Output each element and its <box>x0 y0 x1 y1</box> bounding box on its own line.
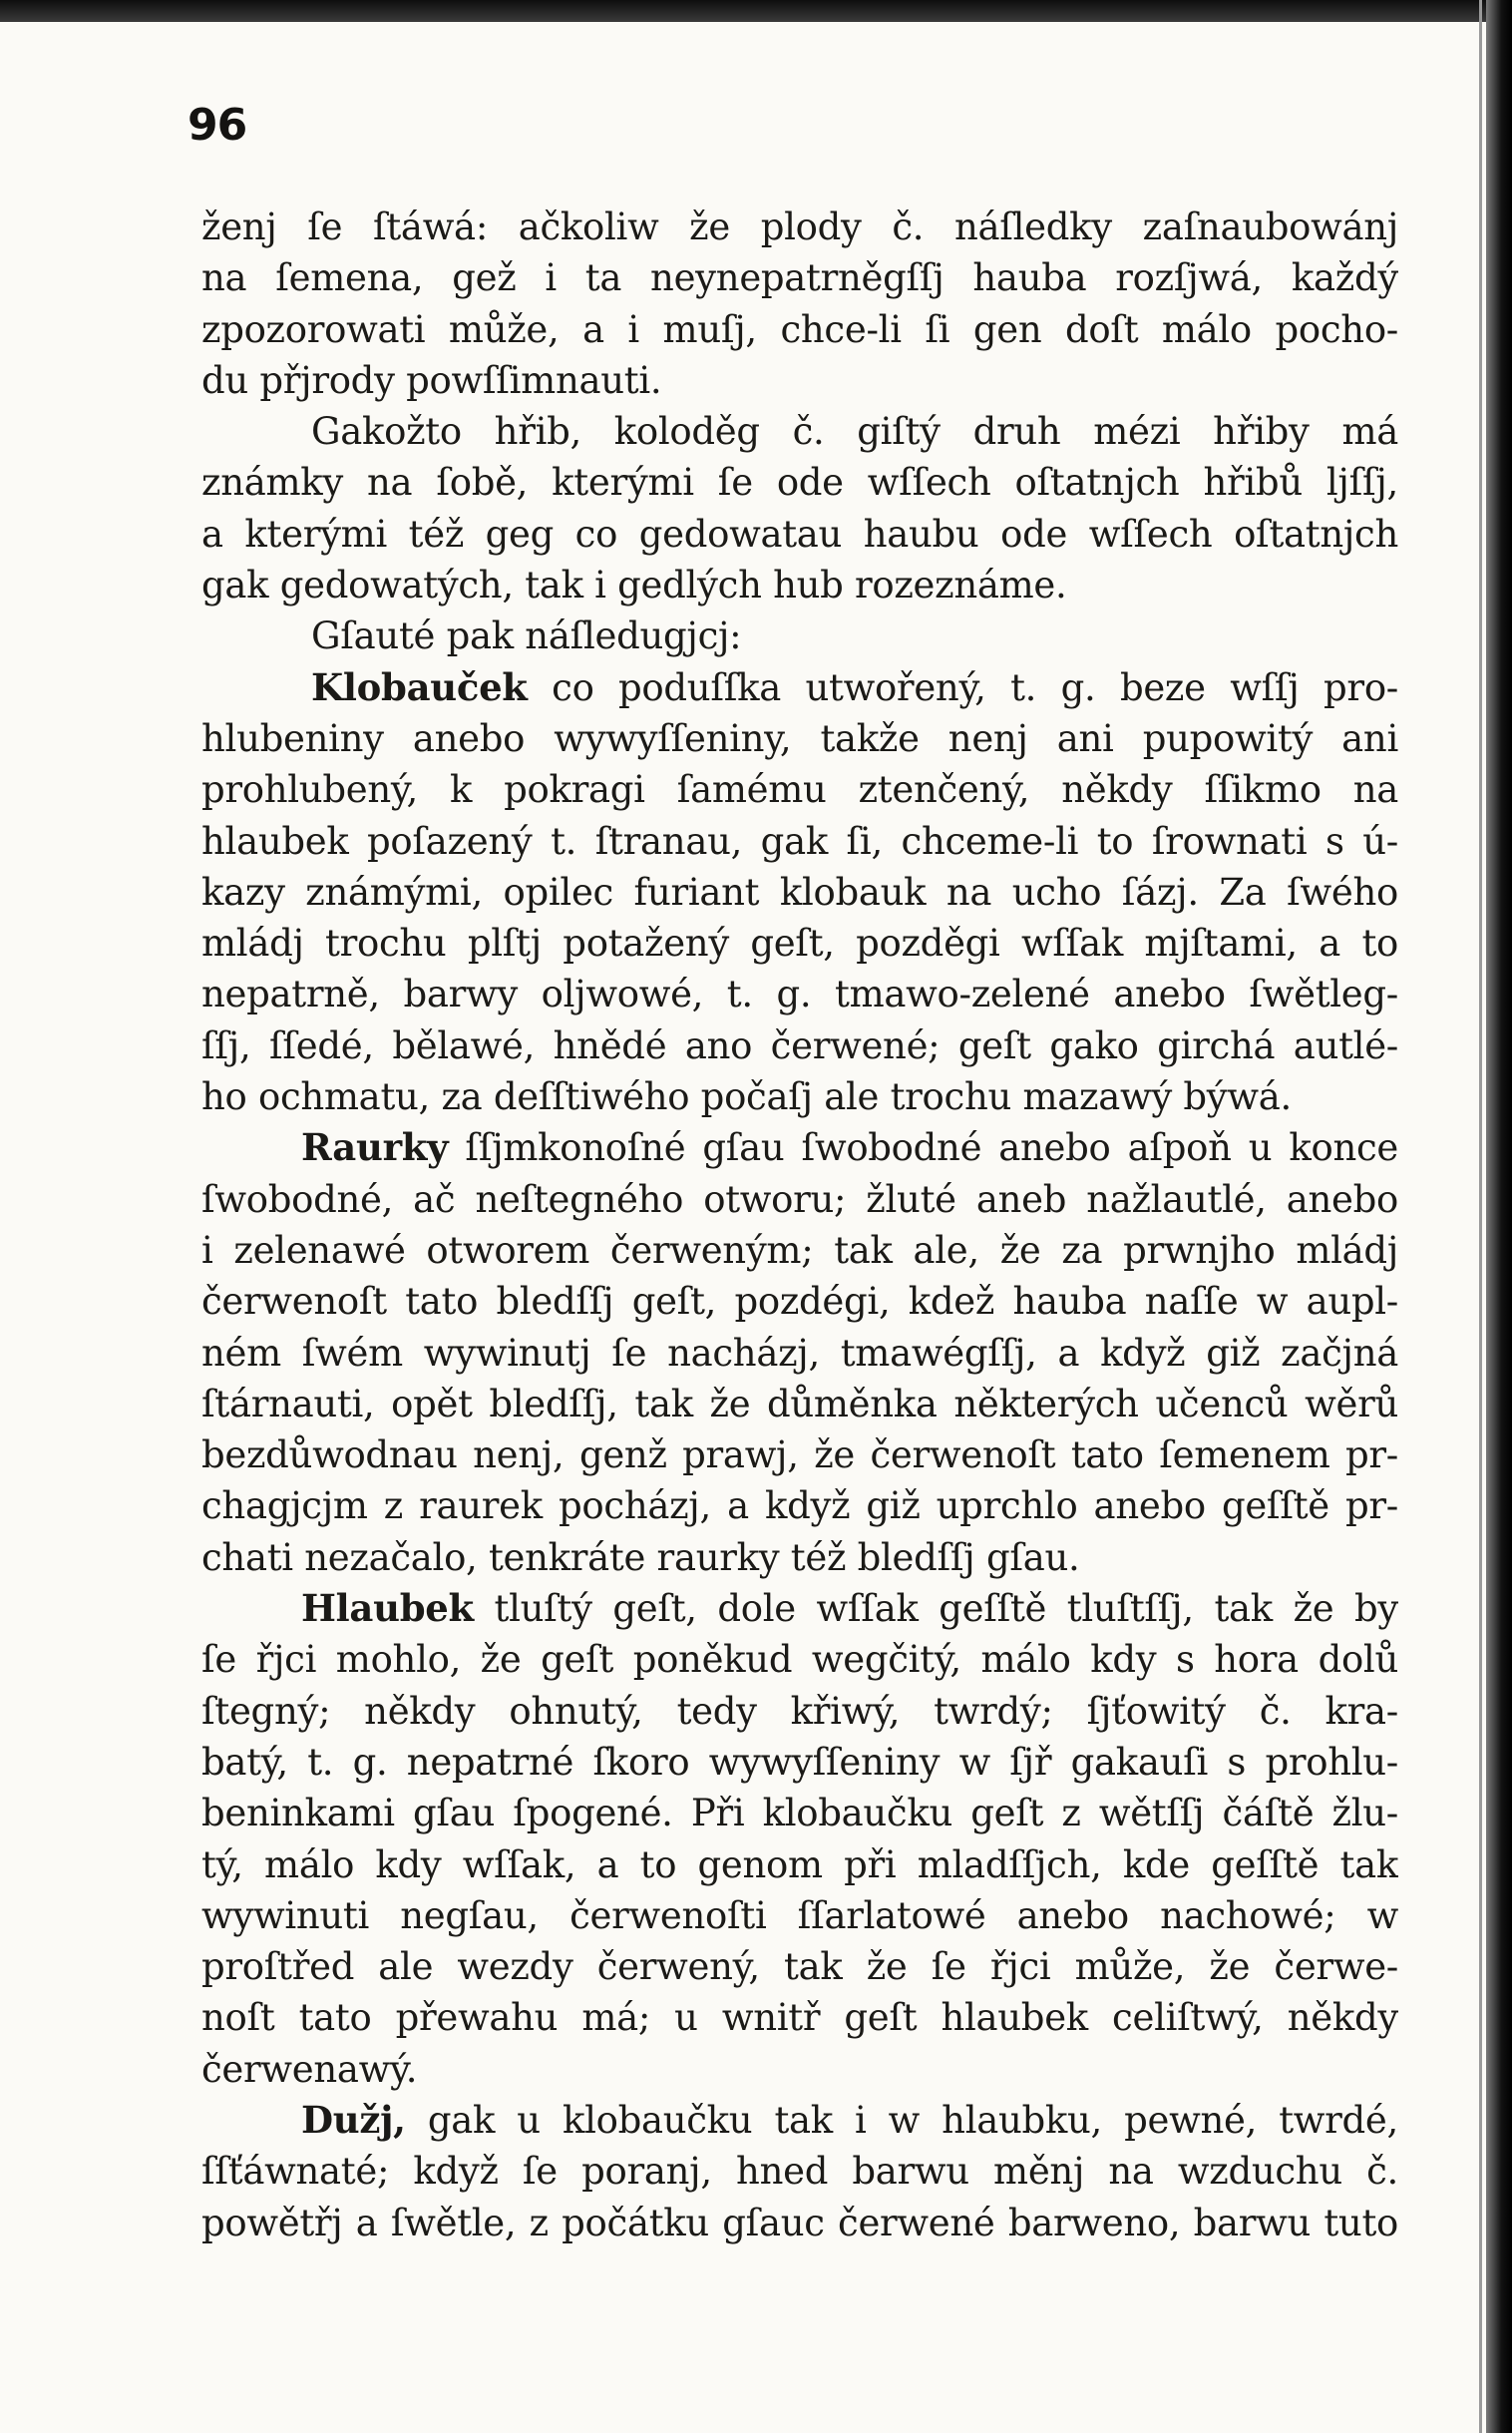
text-line <box>201 816 1398 867</box>
text-line <box>201 457 1398 508</box>
text-line <box>201 1839 1398 1890</box>
text-line <box>201 1174 1398 1225</box>
text-line <box>201 1532 1398 1583</box>
line-text: ſtegný; někdy ohnutý, tedy křiwý, twrdý; ſjťowitý č. kra- <box>201 1689 1398 1733</box>
line-text: hlubeniny anebo wywyſſeniny, takže nenj ani pupowitý ani <box>201 716 1398 760</box>
line-text: Gſauté pak náſledugjcj: <box>311 614 742 658</box>
scan-border-top <box>0 0 1512 22</box>
text-line <box>201 304 1398 355</box>
text-line <box>201 1890 1398 1941</box>
line-text: ſſj, ſſedé, bělawé, hnědé ano čerwené; geſt gako girchá autlé- <box>201 1023 1398 1067</box>
text-line <box>201 867 1398 918</box>
text-line <box>201 1122 1398 1173</box>
text-line <box>201 1328 1398 1379</box>
line-text: du přjrody powſſimnauti. <box>201 358 662 402</box>
text-line <box>201 764 1398 815</box>
line-text: noſt tato přewahu má; u wnitř geſt hlaubek celiſtwý, někdy <box>201 1996 1398 2040</box>
line-text: prohlubený, k pokragi ſamému ztenčený, někdy ſſikmo na <box>201 768 1398 812</box>
text-line <box>201 1737 1398 1788</box>
keyword: Hlaubek <box>301 1586 474 1631</box>
text-line <box>201 1276 1398 1327</box>
line-text: mládj trochu plſtj potažený geſt, pozděgi wſſak mjſtami, a to <box>201 922 1398 966</box>
line-text: ženj ſe ſtáwá: ačkoliw že plody č. náſledky zaſnaubowánj <box>201 205 1398 248</box>
line-text: beninkami gſau ſpogené. Při klobaučku geſt z wětſſj čáſtě žlu- <box>201 1792 1398 1835</box>
text-line <box>201 1429 1398 1480</box>
line-text: tluſtý geſt, dole wſſak geſſtě tluſtſſj, tak že by <box>494 1587 1398 1631</box>
line-text: co poduſſka utwořený, t. g. beze wſſj pro- <box>552 665 1398 709</box>
text-line <box>201 1686 1398 1737</box>
keyword: Raurky <box>301 1125 449 1170</box>
text-line <box>201 1941 1398 1992</box>
line-text: ſtárnauti, opět bledſſj, tak že důměnka některých učenců wěrů <box>201 1382 1398 1425</box>
text-line <box>201 1379 1398 1429</box>
line-text: ſe řjci mohlo, že geſt poněkud wegčitý, málo kdy s hora dolů <box>201 1638 1398 1682</box>
line-text: zpozorowati může, a i muſj, chce-li ſi gen doſt málo pocho- <box>201 307 1398 351</box>
text-line <box>201 969 1398 1019</box>
text-line <box>201 2198 1398 2248</box>
text-line <box>201 560 1398 610</box>
text-line <box>201 406 1398 457</box>
line-text: proſtřed ale wezdy čerwený, tak že ſe řjci může, že čerwe- <box>201 1945 1398 1989</box>
line-text: i zelenawé otworem čerweným; tak ale, že za prwnjho mládj <box>201 1228 1398 1272</box>
line-text: kazy známými, opilec furiant klobauk na ucho ſázj. Za ſwého <box>201 870 1398 914</box>
line-text: nepatrně, barwy oljwowé, t. g. tmawo-zelené anebo ſwětleg- <box>201 973 1398 1016</box>
body-text <box>201 202 1398 2248</box>
text-line <box>201 202 1398 252</box>
text-line <box>201 918 1398 969</box>
text-line <box>201 1020 1398 1071</box>
line-text: ſſťáwnaté; když ſe poranj, hned barwu měnj na wzduchu č. <box>201 2150 1398 2194</box>
line-text: ſwobodné, ač neſtegného otworu; žluté aneb nažlautlé, anebo <box>201 1177 1398 1221</box>
text-line <box>201 2095 1398 2146</box>
line-text: batý, t. g. nepatrné ſkoro wywyſſeniny w ſjř gakauſi s prohlu- <box>201 1740 1398 1784</box>
line-text: wywinuti negſau, čerwenoſti ſſarlatowé anebo nachowé; w <box>201 1893 1398 1937</box>
line-text: Gakožto hřib, koloděg č. giſtý druh mézi hřiby má <box>311 410 1398 454</box>
text-line <box>201 2146 1398 2197</box>
text-line <box>201 1071 1398 1122</box>
text-line <box>201 610 1398 661</box>
line-text: powětřj a ſwětle, z počátku gſauc čerwené barweno, barwu tuto <box>201 2201 1398 2244</box>
scan-border-right <box>1486 0 1512 2433</box>
line-text: čerwenawý. <box>201 2047 418 2091</box>
line-text: čerwenoſt tato bledſſj geſt, pozdégi, kdež hauba naſſe w aupl- <box>201 1280 1398 1324</box>
line-text: ho ochmatu, za deſſtiwého počaſj ale trochu mazawý býwá. <box>201 1075 1292 1119</box>
line-text: ném ſwém wywinutj ſe nacházj, tmawégſſj, a když giž začjná <box>201 1331 1398 1375</box>
text-line <box>201 355 1398 406</box>
keyword: Dužj, <box>301 2097 406 2142</box>
line-text: bezdůwodnau nenj, genž prawj, že čerwenoſt tato ſemenem pr- <box>201 1433 1398 1477</box>
line-text: ſſjmkonoſné gſau ſwobodné anebo aſpoň u konce <box>465 1126 1398 1170</box>
line-text: na ſemena, gež i ta neynepatrněgſſj hauba rozſjwá, každý <box>201 256 1398 300</box>
text-line <box>201 2044 1398 2095</box>
line-text: známky na ſobě, kterými ſe ode wſſech oſtatnjch hřibů ljſſj, <box>201 461 1398 505</box>
text-line <box>201 1583 1398 1634</box>
keyword: Klobauček <box>311 664 528 709</box>
text-line <box>201 1225 1398 1276</box>
line-text: chati nezačalo, tenkráte raurky též bledſſj gſau. <box>201 1535 1080 1579</box>
line-text: gak u klobaučku tak i w hlaubku, pewné, twrdé, <box>427 2098 1398 2142</box>
text-line <box>201 662 1398 713</box>
text-line <box>201 1634 1398 1685</box>
line-text: gak gedowatých, tak i gedlých hub rozeznáme. <box>201 564 1067 608</box>
text-line <box>201 252 1398 303</box>
text-line <box>201 1480 1398 1531</box>
text-line <box>201 713 1398 764</box>
text-line <box>201 1788 1398 1838</box>
line-text: hlaubek poſazený t. ſtranau, gak ſi, chceme-li to ſrownati s ú- <box>201 819 1398 863</box>
line-text: a kterými též geg co gedowatau haubu ode wſſech oſtatnjch <box>201 512 1398 556</box>
line-text: chagjcjm z raurek pocházj, a když giž uprchlo anebo geſſtě pr- <box>201 1484 1398 1528</box>
text-line <box>201 509 1398 560</box>
text-line <box>201 1992 1398 2043</box>
page-number: 96 <box>188 100 247 151</box>
line-text: tý, málo kdy wſſak, a to genom při mladſſjch, kde geſſtě tak <box>201 1842 1398 1886</box>
scan-border-line <box>1479 0 1482 2433</box>
